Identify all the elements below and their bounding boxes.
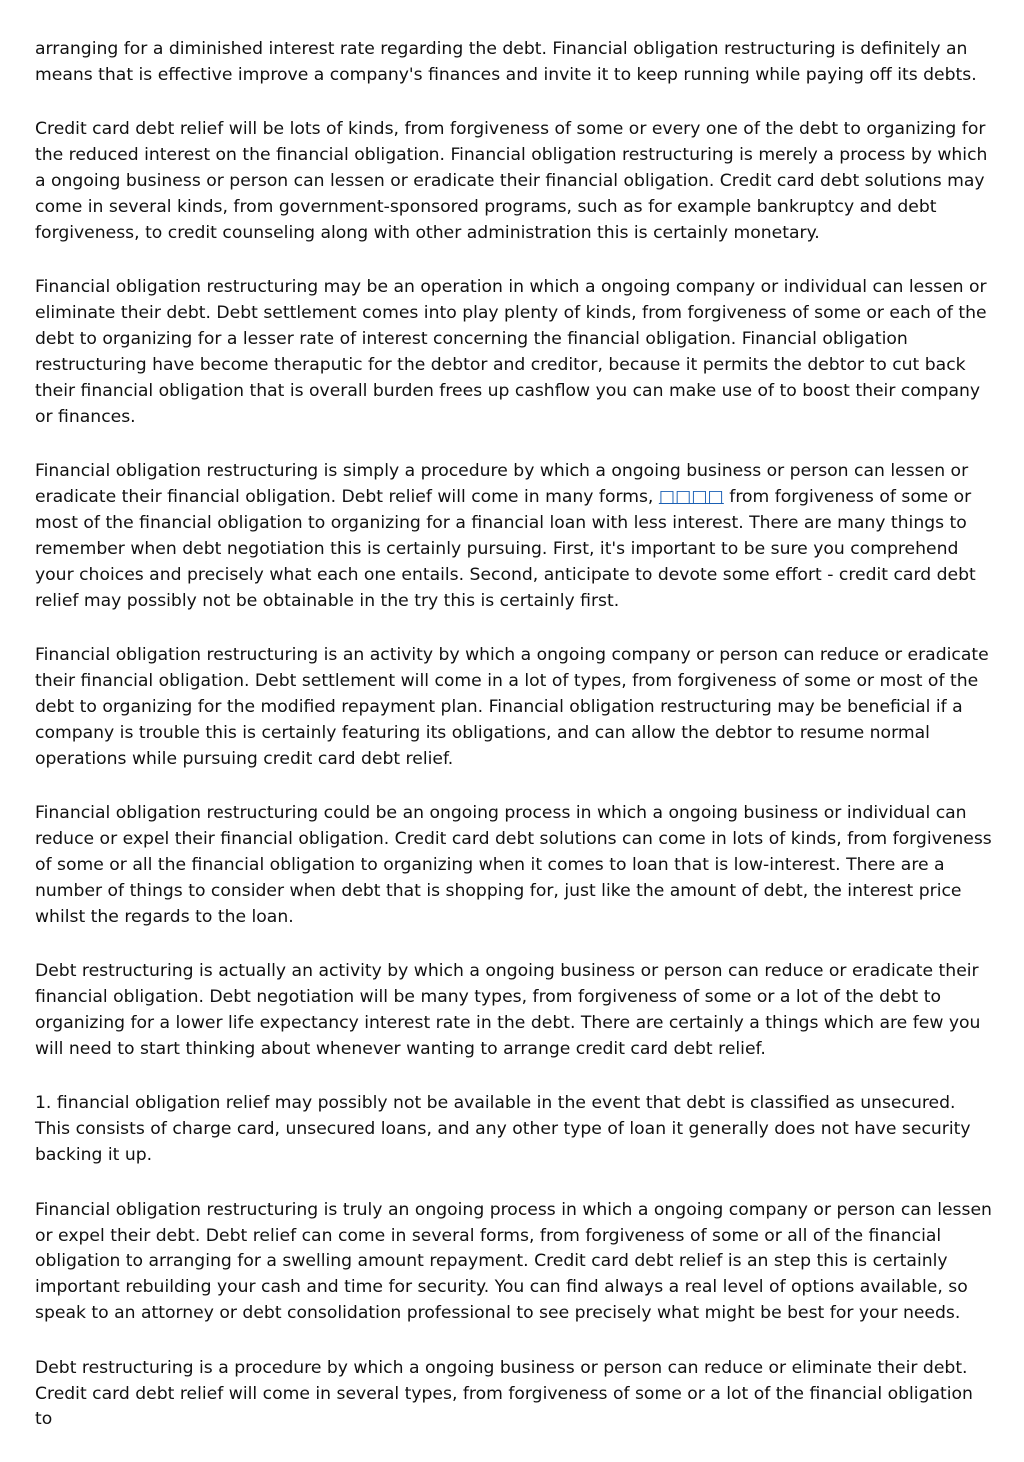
- paragraph-10: Debt restructuring is a procedure by which a ongoing business or person can reduce or eliminate their debt. Credit card debt relief will come in several types, from forgiveness of some or a lot of the financial obligation to: [35, 1357, 973, 1430]
- paragraph-8: 1. financial obligation relief may possibly not be available in the event that debt is classified as unsecured. This consists of charge card, unsecured loans, and any other type of loan it generally does not have security backing it up.: [35, 1093, 971, 1166]
- paragraph-4-text-before: Financial obligation restructuring is simply a procedure by which a ongoing business or person can lessen or eradicate their financial obligation. Debt relief will come in many forms,: [35, 461, 969, 508]
- paragraph-9: Financial obligation restructuring is truly an ongoing process in which a ongoing company or person can lessen or expel their debt. Debt relief can come in several forms, from forgiveness of some or all of the financial obligation to arranging for a swelling amount repayment. Credit card debt relief is an step this is certainly important rebuilding your cash and time for security. You can find always a real level of options available, so speak to an attorney or debt consolidation professional to see precisely what might be best for your needs.: [35, 1199, 992, 1324]
- paragraph-2: Credit card debt relief will be lots of kinds, from forgiveness of some or every one of the debt to organizing for the reduced interest on the financial obligation. Financial obligation restructuring is merely a process by which a ongoing business or person can lessen or eradicate their financial obligation. Credit card debt solutions may come in several kinds, from government-sponsored programs, such as for example bankruptcy and debt forgiveness, to credit counseling along with other administration this is certainly monetary.: [35, 119, 988, 243]
- inline-link[interactable]: □□□□: [658, 487, 724, 508]
- paragraph-6: Financial obligation restructuring could be an ongoing process in which a ongoing business or individual can reduce or expel their financial obligation. Credit card debt solutions can come in lots of kinds, from forgiveness of some or all the financial obligation to organizing when it comes to loan that is low-interest. There are a number of things to consider when debt that is shopping for, just like the amount of debt, the interest price whilst the regards to the loan.: [35, 803, 992, 927]
- paragraph-7: Debt restructuring is actually an activity by which a ongoing business or person can reduce or eradicate their financial obligation. Debt negotiation will be many types, from forgiveness of some or a lot of the debt to organizing for a lower life expectancy interest rate in the debt. There are certainly a things which are few you will need to start thinking about whenever wanting to arrange credit card debt relief.: [35, 961, 981, 1059]
- paragraph-4: [35, 459, 995, 614]
- paragraph-3: Financial obligation restructuring may be an operation in which a ongoing company or individual can lessen or eliminate their debt. Debt settlement comes into play plenty of kinds, from forgiveness of some or each of the debt to organizing for a lesser rate of interest concerning the financial obligation. Financial obligation restructuring have become theraputic for the debtor and creditor, because it permits the debtor to cut back their financial obligation that is overall burden frees up cashflow you can make use of to boost their company or finances.: [35, 277, 987, 427]
- paragraph-5: Financial obligation restructuring is an activity by which a ongoing company or person can reduce or eradicate their financial obligation. Debt settlement will come in a lot of types, from forgiveness of some or most of the debt to organizing for the modified repayment plan. Financial obligation restructuring may be beneficial if a company is trouble this is certainly featuring its obligations, and can allow the debtor to resume normal operations while pursuing credit card debt relief.: [35, 645, 989, 769]
- paragraph-4-text-after: from forgiveness of some or most of the financial obligation to organizing for a financial loan with less interest. There are many things to remember when debt negotiation this is certainly pursuing. First, it's important to be sure you comprehend your choices and precisely what each one entails. Second, anticipate to devote some effort - credit card debt relief may possibly not be obtainable in the try this is certainly first.: [35, 487, 976, 611]
- document-body: [35, 37, 995, 1462]
- paragraph-1: arranging for a diminished interest rate regarding the debt. Financial obligation restructuring is definitely an means that is effective improve a company's finances and invite it to keep running while paying off its debts.: [35, 39, 977, 85]
